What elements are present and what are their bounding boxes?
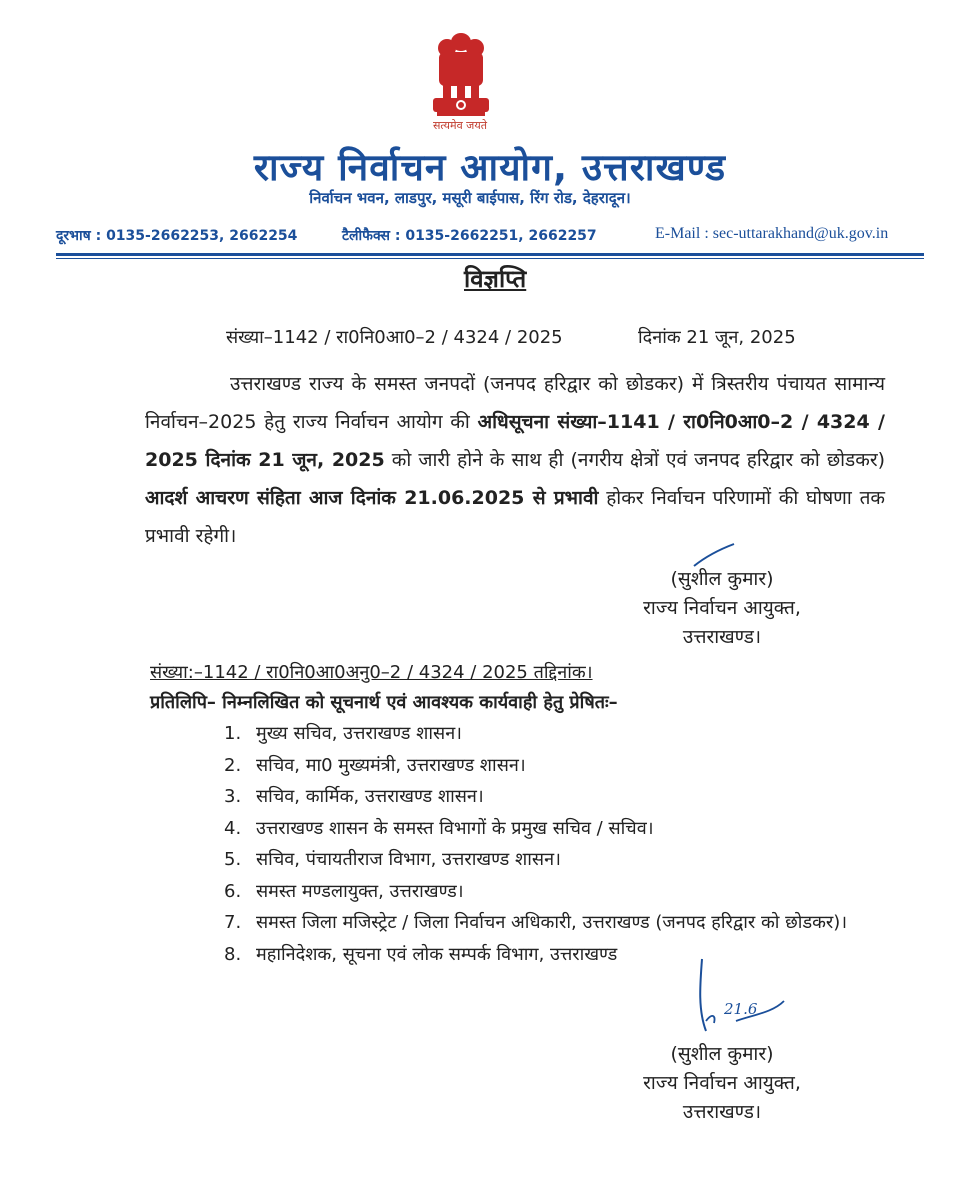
list-item: 4. उत्तराखण्ड शासन के समस्त विभागों के प्रमुख सचिव / सचिव। [224,817,654,839]
signatory-designation: राज्य निर्वाचन आयुक्त, [643,1072,801,1094]
commission-address: निर्वाचन भवन, लाडपुर, मसूरी बाईपास, रिंग रोड, देहरादून। [309,189,631,207]
notice-date: दिनांक 21 जून, 2025 [638,327,796,348]
email-address: E-Mail : sec-uttarakhand@uk.gov.in [655,225,889,242]
list-item: 3. सचिव, कार्मिक, उत्तराखण्ड शासन। [224,786,484,807]
signatory-state: उत्तराखण्ड। [682,626,762,648]
phone-numbers: दूरभाष : 0135-2662253, 2662254 [56,228,298,244]
signatory-name: (सुशील कुमार) [670,1043,774,1065]
list-item: 7. समस्त जिला मजिस्ट्रेट / जिला निर्वाचन अधिकारी, उत्तराखण्ड (जनपद हरिद्वार को छोडकर)। [224,912,848,933]
list-item: 8. महानिदेशक, सूचना एवं लोक सम्पर्क विभाग, उत्तराखण्ड [224,943,618,965]
copy-reference-number: संख्या:–1142 / रा0नि0आ0अनु0–2 / 4324 / 2025 तद्दिनांक। [150,662,593,683]
notice-reference-number: संख्या–1142 / रा0नि0आ0–2 / 4324 / 2025 [226,327,563,348]
emblem-motto: सत्यमेव जयते [432,119,487,132]
signature-block-2 [612,1040,832,1127]
commission-title: राज्य निर्वाचन आयोग, उत्तराखण्ड [253,146,727,189]
copy-intro: प्रतिलिपि– निम्नलिखित को सूचनार्थ एवं आवश्यक कार्यवाही हेतु प्रेषितः– [150,692,618,713]
notice-heading: विज्ञप्ति [464,265,527,293]
signature-block-1 [612,565,832,652]
recipient-list [220,718,900,970]
list-item: 6. समस्त मण्डलायुक्त, उत्तराखण्ड। [224,880,464,902]
signatory-designation: राज्य निर्वाचन आयुक्त, [643,597,801,619]
list-item: 5. सचिव, पंचायतीराज विभाग, उत्तराखण्ड शासन। [224,849,561,870]
header-divider-thin [56,258,924,259]
list-item: 2. सचिव, मा0 मुख्यमंत्री, उत्तराखण्ड शासन। [224,754,526,776]
notice-body [145,365,885,555]
notice-body-bold-2: आदर्श आचरण संहिता आज दिनांक 21.06.2025 से प्रभावी [145,487,599,509]
signatory-name: (सुशील कुमार) [670,568,774,590]
notice-body-bold-1: अधिसूचना संख्या–1141 / रा0नि0आ0–2 / 4324 / 2025 दिनांक 21 जून, 2025 [145,411,885,471]
notice-body-text-1: उत्तराखण्ड राज्य के समस्त जनपदों (जनपद हरिद्वार को छोडकर) में त्रिस्तरीय पंचायत सामान्य निर्वाचन–2025 हेतु राज्य निर्वाचन आयोग की [145,373,885,433]
notice-body-text-2: को जारी होने के साथ ही (नगरीय क्षेत्रों एवं जनपद हरिद्वार को छोडकर) [384,449,886,471]
signature-initials: 21.6 [724,1000,758,1018]
notice-body-text-3: होकर निर्वाचन परिणामों की घोषणा तक प्रभावी रहेगी। [145,487,885,547]
header-divider [56,253,924,256]
list-item: 1. मुख्य सचिव, उत्तराखण्ड शासन। [224,723,462,744]
signatory-state: उत्तराखण्ड। [682,1101,762,1123]
fax-numbers: टैलीफैक्स : 0135-2662251, 2662257 [342,228,597,244]
